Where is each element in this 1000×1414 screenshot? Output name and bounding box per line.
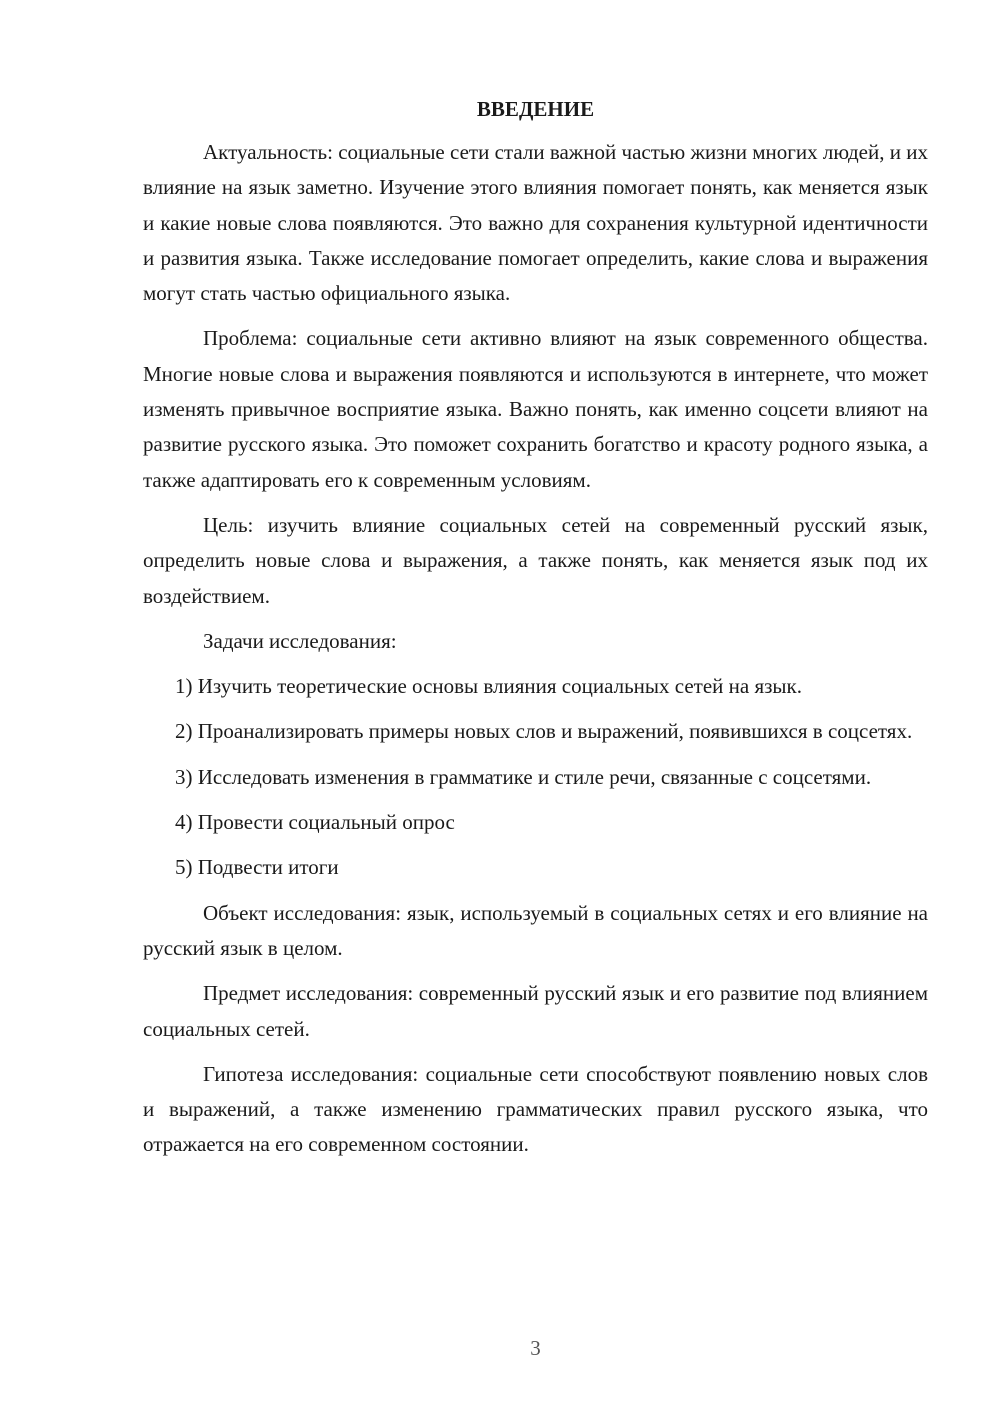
task-item-2: 2) Проанализировать примеры новых слов и выражений, появившихся в соцсетях. [175,719,913,744]
section-title: ВВЕДЕНИЕ [476,97,595,121]
paragraph-hypothesis: Гипотеза исследования: социальные сети способствуют появлению новых слов и выражений, а также изменению грамматических правил русского языка, что отражается на его современном состоянии. [143,1061,928,1157]
document-page [143,92,928,1173]
paragraph-subject: Предмет исследования: современный русский язык и его развитие под влиянием социальных сетей. [143,981,928,1041]
page-number: 3 [530,1336,541,1360]
task-item-1: 1) Изучить теоретические основы влияния социальных сетей на язык. [175,674,802,699]
paragraph-tasks-heading: Задачи исследования: [203,628,397,653]
task-item-3: 3) Исследовать изменения в грамматике и стиле речи, связанные с соцсетями. [175,764,872,789]
paragraph-relevance: Актуальность: социальные сети стали важной частью жизни многих людей, и их влияние на язык заметно. Изучение этого влияния помогает понять, как меняется язык и какие новые слова появляются. Это важно для сохранения культурной идентичности и развития языка. Также исследование помогает определить, какие слова и выражения могут стать частью официального языка. [143,140,928,306]
paragraph-problem: Проблема: социальные сети активно влияют на язык современного общества. Многие новые слова и выражения появляются и используются в интернете, что может изменять привычное восприятие языка. Важно понять, как именно соцсети влияют на развитие русского языка. Это поможет сохранить богатство и красоту родного языка, а также адаптировать его к современным условиям. [143,326,928,492]
task-item-4: 4) Провести социальный опрос [175,810,455,835]
paragraph-goal: Цель: изучить влияние социальных сетей на современный русский язык, определить новые слова и выражения, а также понять, как меняется язык под их воздействием. [143,512,928,608]
task-item-5: 5) Подвести итоги [175,855,339,880]
paragraph-object: Объект исследования: язык, используемый в социальных сетях и его влияние на русский язык в целом. [143,900,928,960]
